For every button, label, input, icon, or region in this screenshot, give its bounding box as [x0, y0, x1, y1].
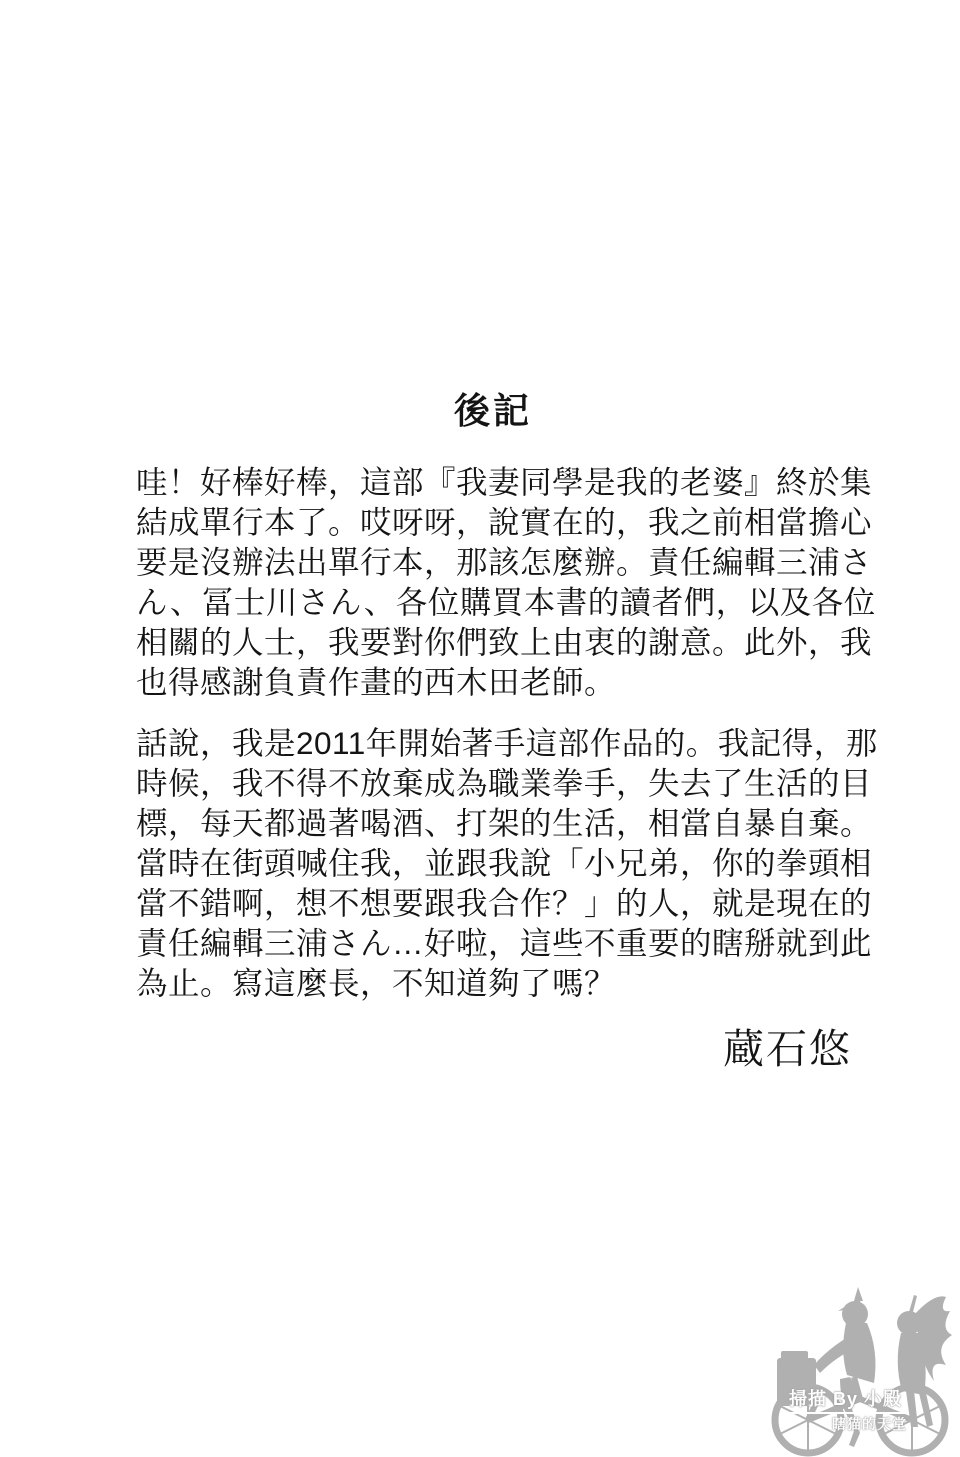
text-line: 話說，我是2011年開始著手這部作品的。我記得，那: [136, 725, 878, 761]
text-line: 結成單行本了。哎呀呀，說實在的，我之前相當擔心: [136, 504, 873, 540]
scan-credit-text: 掃描 By 小殿: [786, 1385, 905, 1414]
text-line: 當時在街頭喊住我，並跟我說「小兄弟，你的拳頭相: [136, 845, 873, 881]
text-line: 為止。寫這麼長，不知道夠了嗎？: [136, 965, 617, 1001]
afterword-body: [136, 462, 878, 1003]
text-line: ん、冨士川さん、各位購買本書的讀者們，以及各位: [136, 584, 876, 620]
scan-watermark: [762, 1281, 958, 1457]
text-line: 標，每天都過著喝酒、打架的生活，相當自暴自棄。: [136, 805, 873, 841]
paragraph-1: [136, 462, 876, 702]
scan-group-text: 瞎猫的天堂: [832, 1416, 907, 1432]
text-line: 當不錯啊，想不想要跟我合作？」的人，就是現在的: [136, 885, 873, 921]
text-line: 要是沒辦法出單行本，那該怎麼辦。責任編輯三浦さ: [136, 544, 873, 580]
text-line: 也得感謝負責作畫的西木田老師。: [136, 664, 617, 700]
text-line: 責任編輯三浦さん…好啦，這些不重要的瞎掰就到此: [136, 925, 873, 961]
text-line: 相關的人士，我要對你們致上由衷的謝意。此外，我: [136, 624, 873, 660]
text-line: 哇！好棒好棒，這部『我妻同學是我的老婆』終於集: [136, 464, 873, 500]
page-title: 後記: [453, 390, 532, 431]
text-line: 時候，我不得不放棄成為職業拳手，失去了生活的目: [136, 765, 873, 801]
paragraph-2: [136, 723, 878, 1003]
author-signature: 蔵石悠: [723, 1026, 852, 1072]
